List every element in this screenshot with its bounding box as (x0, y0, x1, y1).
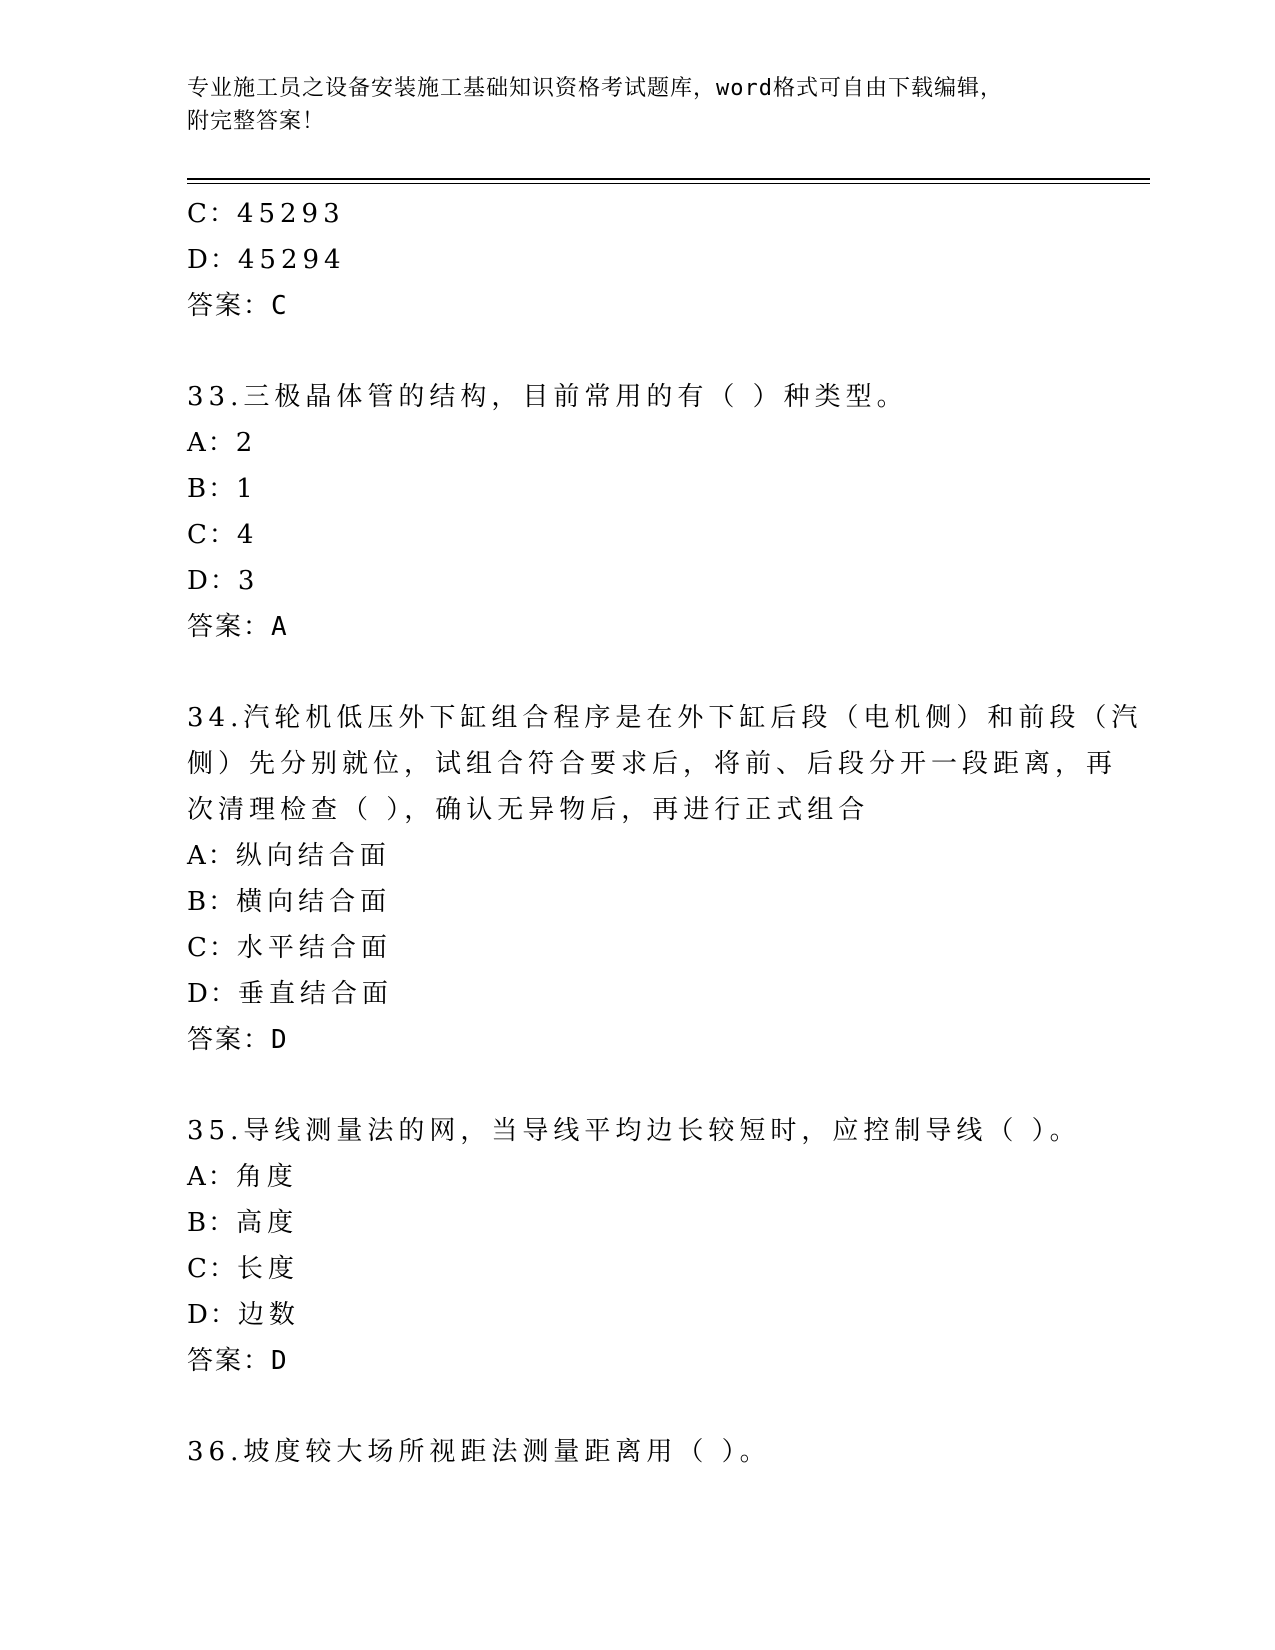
option-letter: B： (187, 887, 237, 917)
header-divider-thick (187, 178, 1150, 180)
answer-line: 答案：A (187, 612, 289, 642)
option-letter: D： (187, 566, 238, 596)
option-text: 角度 (235, 1162, 298, 1192)
option-a (187, 833, 1087, 879)
question-text: 33.三极晶体管的结构，目前常用的有（ ）种类型。 (187, 382, 908, 412)
option-a (187, 420, 1087, 466)
question-list (187, 191, 1143, 1475)
option-c (187, 512, 1087, 558)
option-letter: B： (187, 1208, 237, 1238)
option-letter: B： (187, 474, 237, 504)
option-letter: A： (187, 1162, 236, 1192)
option-letter: D： (187, 245, 238, 275)
question-35 (187, 1108, 1087, 1384)
option-a (187, 1154, 1087, 1200)
question-36 (187, 1429, 1087, 1475)
option-text: 边数 (237, 1300, 300, 1330)
option-letter: A： (187, 841, 236, 871)
question-spacer (187, 329, 1087, 374)
option-text: 2 (235, 428, 258, 458)
option-b (187, 466, 1087, 512)
option-text: 横向结合面 (236, 887, 392, 917)
option-b (187, 879, 1087, 925)
option-text: 高度 (236, 1208, 299, 1238)
question-spacer (187, 1063, 1087, 1108)
header-divider-thin (187, 183, 1150, 184)
question-text: 36.坡度较大场所视距法测量距离用（ ）。 (187, 1437, 771, 1467)
option-d (187, 237, 1087, 283)
question-text-line-1: 34.汽轮机低压外下缸组合程序是在外下缸后段（电机侧）和前段（汽 (187, 703, 1143, 733)
answer-line: 答案：D (187, 1346, 289, 1376)
answer-line: 答案：C (187, 291, 289, 321)
question-text-line-2: 侧）先分别就位，试组合符合要求后，将前、后段分开一段距离，再 (187, 749, 1118, 779)
option-letter: C： (187, 1254, 237, 1284)
question-text: 35.导线测量法的网，当导线平均边长较短时，应控制导线（ ）。 (187, 1116, 1081, 1146)
question-spacer (187, 650, 1087, 695)
option-text: 水平结合面 (236, 933, 392, 963)
option-text: 垂直结合面 (237, 979, 393, 1009)
option-c (187, 1246, 1087, 1292)
option-d (187, 971, 1087, 1017)
option-text: 3 (237, 566, 260, 596)
question-spacer (187, 1384, 1087, 1429)
option-d (187, 1292, 1087, 1338)
answer-line: 答案：D (187, 1025, 289, 1055)
option-text: 4 (236, 520, 259, 550)
question-34 (187, 695, 1143, 1063)
option-letter: D： (187, 1300, 238, 1330)
header-line-1: 专业施工员之设备安装施工基础知识资格考试题库，word格式可自由下载编辑， (187, 76, 1003, 101)
option-c (187, 925, 1087, 971)
option-letter: C： (187, 933, 237, 963)
option-d (187, 558, 1087, 604)
option-b (187, 1200, 1087, 1246)
option-letter: A： (187, 428, 236, 458)
option-c (187, 191, 1087, 237)
option-letter: C： (187, 199, 237, 229)
question-text-line-3: 次清理检查（ ），确认无异物后，再进行正式组合 (187, 795, 870, 825)
option-letter: D： (187, 979, 238, 1009)
question-33 (187, 374, 1087, 650)
option-letter: C： (187, 520, 237, 550)
option-text: 纵向结合面 (235, 841, 391, 871)
option-text: 45293 (236, 199, 345, 229)
document-header (187, 72, 1087, 138)
option-text: 45294 (237, 245, 346, 275)
option-text: 1 (236, 474, 258, 504)
header-line-2: 附完整答案！ (187, 109, 326, 134)
option-text: 长度 (236, 1254, 299, 1284)
